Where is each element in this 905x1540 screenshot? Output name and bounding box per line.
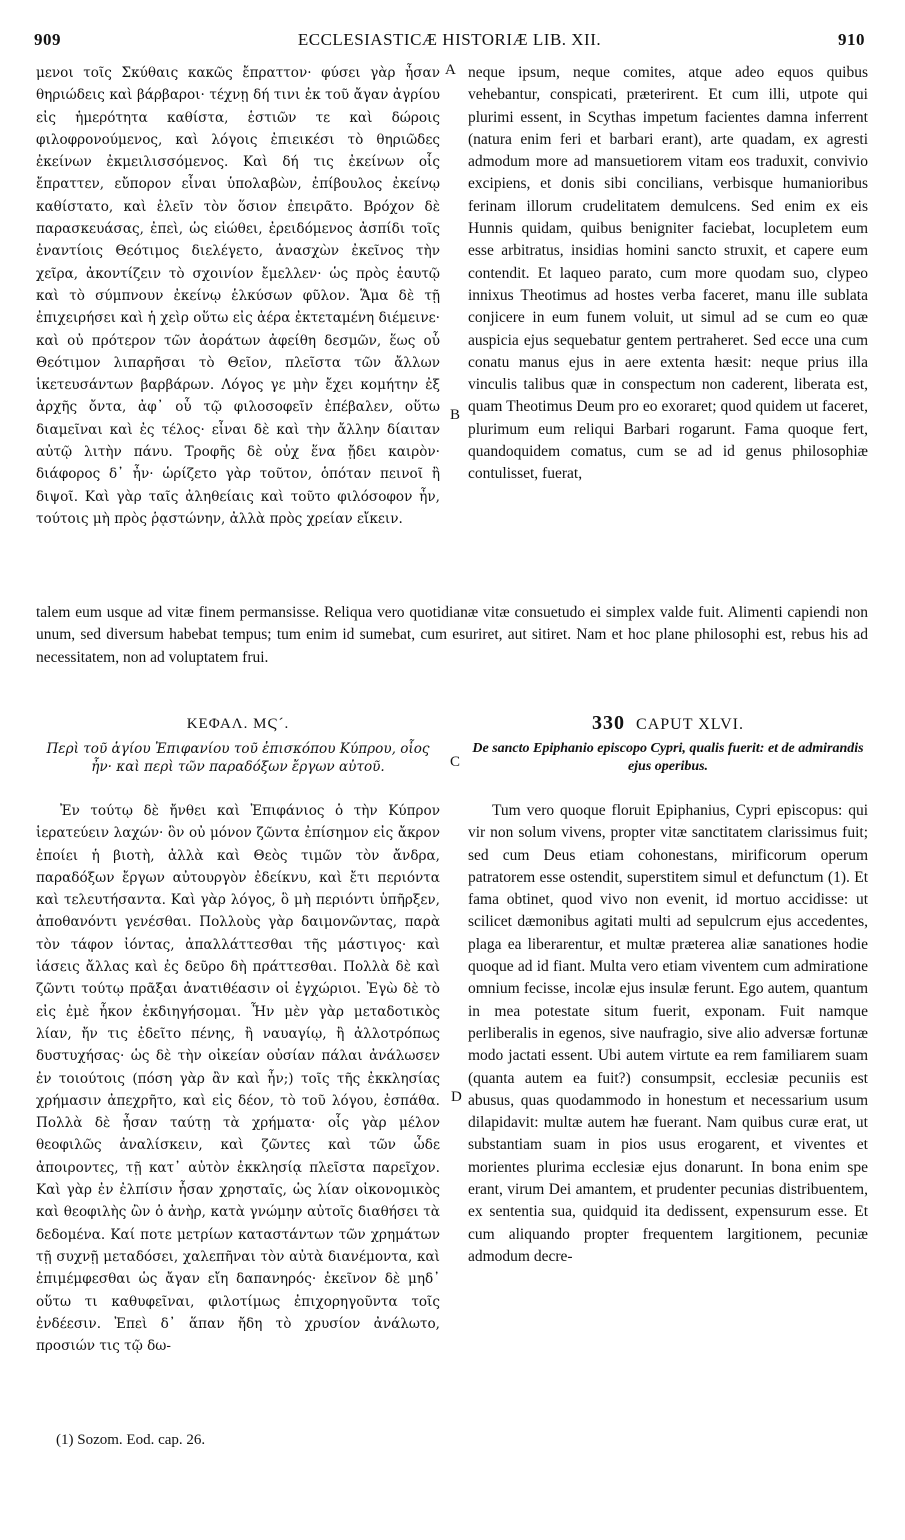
page-number-left: 909 xyxy=(34,30,61,49)
latin-column-top xyxy=(468,62,868,600)
margin-column-number: 330 xyxy=(592,712,626,734)
latin-paragraph-bottom: Tum vero quoque floruit Epiphanius, Cypri episcopus: qui vir non solum vivens, propter vitæ sanctitatem clarissimus fuit; sed cum Deus etiam cohonestans, mirificorum operum patratorem esse ostendit, superstitem simul et defunctum (1). Et fama obtinet, quod vivo non evenit, id mortuo accidisse: ut scilicet dæmonibus agitati multi ad sepulcrum ejus accedentes, plaga ea liberarentur, et multæ præterea aliæ sanationes hodie quoque ad id fiant. Multa vero etiam viventem cum admiratione omnium fecisse, incolæ ejus insulæ ferunt. Ego autem, quantum in mea potestate situm fuerit, exponam. Fuit namque perliberalis in egenos, sive naufragio, sive alio adversæ fortunæ modo jactati essent. Ubi autem virtute ea rem familiarem suam (quanta autem ea fuit?) consumpsit, ecclesiæ pecuniis est abusus, quas quodammodo in honestum et necessarium usum dilapidavit: multæ autem hæ fuerant. Nam quibus curæ erat, ut substantiam suam in pios usus erogarent, et viventes et morientes plurima ecclesiæ ejus donarunt. In bona enim spe erant, virum Dei amantem, et prudenter pecunias distribuentem, ex sententia sua, quidquid ita dedissent, expensurum esse. Et cum aliquando propter frequentem largitionem, pecuniæ admodum decre- xyxy=(468,802,868,1265)
latin-chapter-heading xyxy=(468,712,868,735)
latin-column-bottom xyxy=(468,800,868,1430)
running-title: ECCLESIASTICÆ HISTORIÆ LIB. XII. xyxy=(297,30,602,49)
footnote: (1) Sozom. Eod. cap. 26. xyxy=(56,1432,206,1448)
section-marker-c: C xyxy=(450,754,461,770)
latin-paragraph-top: neque ipsum, neque comites, atque adeo equos quibus vehebantur, conspicati, præterirent. Et cum illi, utpote qui plurimi essent, in Scythas impetum facientes damna inferrent (natura enim feri et barbari erant), arte quadam, ex agresti admodum more ad mansuetiorem vitam eos traduxit, convivio excipiens, et donis sibi concilians, verbisque humanioribus ferinam illorum crudelitatem demulcens. Sed enim ex eis Hunnis quidam, quibus benigniter faciebat, locupletem eum esse arbitratus, insidias homini sancto struxit, et capere eum contendit. Et laqueo parato, cum more quodam suo, clypeo innixus Theotimus ad hostes verba faceret, manu ille sublata conjicere in eum funem voluit, ut simul ad se cum eo quæ auspicia ejus sequebatur gentem pertraheret. Sed ecce una cum conatu manus ejus in aere extenta hæsit: neque prius illa vinculis talibus quæ in conspectum non caderent, liberata est, quam Theotimus Deum pro eo exoraret; quod quidem ut faceret, plurimum eum reliqui Barbari rogarunt. Fama quoque fert, quandoquidem comatus, cum se ad id genus philosophiæ contulisset, fuerat, xyxy=(468,64,868,483)
running-head xyxy=(34,30,865,54)
greek-column-top xyxy=(36,62,440,600)
latin-full-width-text xyxy=(36,602,868,702)
section-marker-d: D xyxy=(451,1089,462,1105)
latin-paragraph-span: talem eum usque ad vitæ finem permansisse. Reliqua vero quotidianæ vitæ consuetudo ei simplex valde fuit. Alimenti capiendi non unum, sed diversum habebat tempus; tum enim id sumebat, cum esuriret, aut sitiret. Nam et hoc plane philosophi est, rebus his ad necessitatem, non ad voluptatem frui. xyxy=(36,604,868,666)
greek-paragraph-bottom: Ἐν τούτῳ δὲ ἤνθει καὶ Ἐπιφάνιος ὁ τὴν Κύπρον ἱερατεύειν λαχών· ὃν οὐ μόνον ζῶντα ἐπίσημον εἰς ἄκρον ἐποίει ἡ βιοτὴ, ἀλλὰ καὶ Θεὸς τιμῶν τὸν ἄνδρα, παραδόξων ἔργων αὐτουργὸν ἐδείκνυ, καὶ ἔτι περιόντα καὶ τελευτήσαντα. Καὶ γὰρ λόγος, ὃ μὴ περιόντι ὑπῆρξεν, ἀποθανόντι γενέσθαι. Πολλοὺς γὰρ δαιμονῶντας, παρὰ τὸν τάφον ἰόντας, ἀπαλλάττεσθαι τῆς μάστιγος· καὶ ἰάσεις ἄλλας καὶ ἐς δεῦρο δὴ πράττεσθαι. Πολλὰ δὲ καὶ ζῶντι τούτῳ πρᾶξαι ἀνατιθέασιν οἱ ἐγχώριοι. Ἐγὼ δὲ τὸ εἰς ἐμὲ ἧκον ἐκδιηγήσομαι. Ἦν μὲν γὰρ μεταδοτικὸς λίαν, ἤν τις ἐδεῖτο πένης, ἢ ναυαγίῳ, ἢ ἀλλοτρόπως δυστυχήσας· ὡς δὲ τὴν οἰκείαν οὐσίαν πάλαι ἀνάλωσεν ἐν τοιούτοις (πόση γὰρ ἂν καὶ ἦν;) τοῖς τῆς ἐκκλησίας χρήμασιν ἀπεχρῆτο, καὶ εἰς δέον, τὸ τοῦ λόγου, ἐσπάθα. Πολλὰ δὲ ἦσαν ταύτῃ τὰ χρήματα· οἷς γὰρ μέλον θεοφιλῶς ἀναλίσκειν, καὶ ζῶντες καὶ τῶν ὧδε ἀποιροντες, τῇ κατ᾽ αὐτὸν ἐκκλησίᾳ πλεῖστα παρεῖχον. Καὶ γὰρ ἐν ἐλπίσιν ἦσαν χρησταῖς, ὡς λίαν οἰκονομικὸς καὶ θεοφιλὴς ὢν ὁ ἀνὴρ, κατὰ γνώμην αὐτοῖς διαθήσει τὰ δεδομένα. Καί ποτε μετρίων καταστάντων τῶν χρημάτων τῇ συχνῇ μεταδόσει, χαλεπῆναι τὸν αὐτὰ διανέμοντα, καὶ ἐπιμέμφεσθαι ὡς ἄγαν εἴη δαπανηρός· ἐκεῖνον δὲ μηδ᾽ οὕτω τι καθυφεῖναι, φιλοτίμως ἐπιχορηγοῦντα τοῖς ἐνδέεσιν. Ἐπεὶ δ᾽ ἅπαν ἤδη τὸ χρυσίον ἀνάλωτο, προσιών τις τῷ δω- xyxy=(36,803,440,1355)
greek-paragraph-top: μενοι τοῖς Σκύθαις κακῶς ἔπραττον· φύσει γὰρ ἦσαν θηριώδεις καὶ βάρβαροι· τέχνῃ δή τινι ἐκ τοῦ ἄγαν ἀγρίου εἰς ἡμερότητα καθίστα, ἑστιῶν τε καὶ δώροις φιλοφρονούμενος, καὶ λόγοις ἐπιεικέσι τὸ θηριῶδες ἐκείνων ἐκμειλισσόμενος. Καὶ δή τις ἐκείνων οἷς ἔπραττεν, εὔπορον εἶναι ὑπολαβὼν, ἐπίβουλος ἐκείνῳ καθίστατο, καὶ ἑλεῖν τὸν ὅσιον ἐπειρᾶτο. Βρόχον δὲ παρασκευάσας, ἐπεὶ, ὡς εἰώθει, ἐρειδόμενος ἀσπίδι τοῖς ἐναντίοις Θεότιμος διελέγετο, ἀνασχὼν ἐκεῖνος τὴν χεῖρα, ἀκοντίζειν τὸ σχοινίον ἔμελλεν· ὡς πρὸς ἑαυτῷ καὶ τὸ σύμπνουν ἐκείνῳ ἑλκύσων φῦλον. Ἅμα δὲ τῇ ἐπιχειρήσει καὶ ἡ χεὶρ οὕτω εἰς ἀέρα ἐκτεταμένη διέμεινε· καὶ οὐ πρότερον τῶν ἀοράτων ἀφείθη δεσμῶν, ἕως οὗ Θεότιμον λιπαρῆσαι τὸ Θεῖον, πλεῖστα τῶν ἄλλων ἱκετευσάντων βαρβάρων. Λόγος γε μὴν ἔχει κομήτην ἐξ ἀρχῆς ὄντα, ἀφ᾽ οὗ τῷ φιλοσοφεῖν ἐπέβαλεν, οὕτω διαμεῖναι καὶ ἐς τέλος· εἶναι δὲ καὶ τὴν ἄλλην δίαιταν αὐτῷ λιτὴν πάνυ. Τροφῆς δὲ οὐχ ἕνα ᾔδει καιρὸν· διάφορος δ᾽ ἦν· ὡρίζετο γὰρ τοῦτον, ὁπόταν πεινοῖ ἢ διψοῖ. Καὶ γὰρ ταῖς ἀληθείαις καὶ τοῦτο φιλόσοφον ἦν, τούτοις μὴ πρὸς ῥᾳστώνην, ἀλλὰ πρὸς χρείαν εἴκειν. xyxy=(36,65,440,527)
page-number-right: 910 xyxy=(838,30,865,49)
section-marker-a: A xyxy=(445,62,456,78)
greek-chapter-title: ΚΕΦΑΛ. ΜϚ´. xyxy=(186,716,290,732)
latin-chapter-title: CAPUT XLVI. xyxy=(636,716,744,733)
latin-chapter-subtitle: De sancto Epiphanio episcopo Cypri, qualis fuerit: et de admirandis ejus operibus. xyxy=(472,741,864,774)
greek-chapter-subtitle: Περὶ τοῦ ἁγίου Ἐπιφανίου τοῦ ἐπισκόπου Κύπρου, οἷος ἦν· καὶ περὶ τῶν παραδόξων ἔργων αὐτοῦ. xyxy=(46,741,430,775)
section-marker-b: B xyxy=(450,407,461,423)
greek-column-bottom xyxy=(36,800,440,1430)
